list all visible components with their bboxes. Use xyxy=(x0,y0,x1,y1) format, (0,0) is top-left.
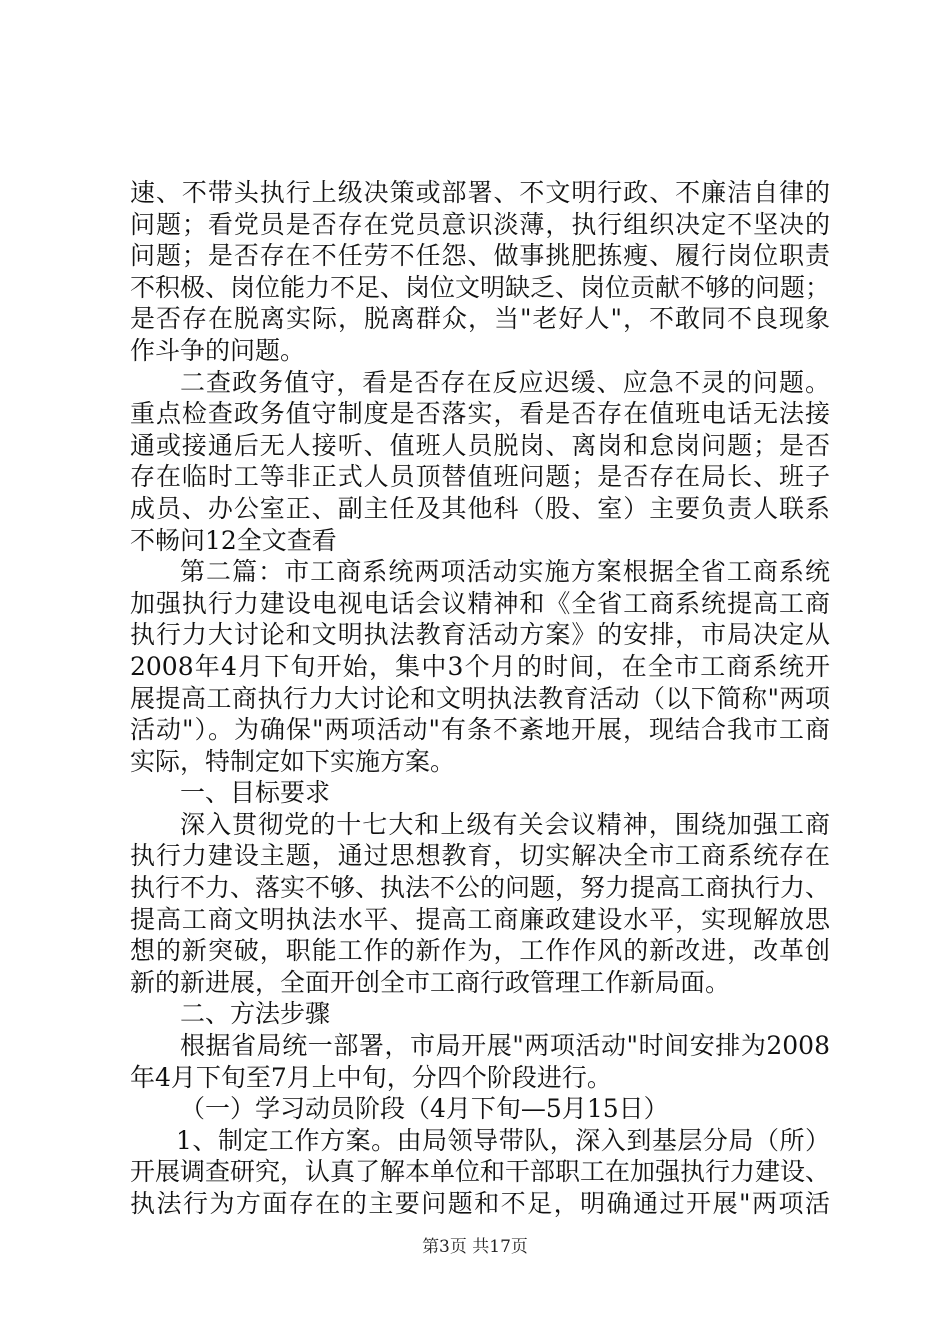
text-line: 新的新进展，全面开创全市工商行政管理工作新局面。 xyxy=(130,967,731,997)
text-line: 重点检查政务值守制度是否落实，看是否存在值班电话无法接 xyxy=(130,399,830,429)
text-line: 不积极、岗位能力不足、岗位文明缺乏、岗位贡献不够的问题； xyxy=(130,272,831,302)
text-line: 成员、办公室正、副主任及其他科（股、室）主要负责人联系 xyxy=(130,493,830,523)
text-line: 存在临时工等非正式人员顶替值班问题；是否存在局长、班子 xyxy=(130,462,830,492)
paragraph-start-line: 1、制定工作方案。由局领导带队，深入到基层分局（所） xyxy=(176,1125,830,1155)
text-line: 活动"）。为确保"两项活动"有条不紊地开展，现结合我市工商 xyxy=(130,715,830,745)
text-line: 执行不力、落实不够、执法不公的问题，努力提高工商执行力、 xyxy=(130,873,831,903)
text-line: 不畅问12全文查看 xyxy=(130,525,337,555)
paragraph-start-line: 深入贯彻党的十七大和上级有关会议精神，围绕加强工商 xyxy=(180,809,830,839)
text-line: 加强执行力建设电视电话会议精神和《全省工商系统提高工商 xyxy=(130,588,830,618)
document-body xyxy=(130,177,830,1220)
paragraph-start-line: 根据省局统一部署，市局开展"两项活动"时间安排为2008 xyxy=(180,1031,830,1061)
text-line: 年4月下旬至7月上中旬，分四个阶段进行。 xyxy=(130,1062,612,1092)
paragraph-start-line: 第二篇：市工商系统两项活动实施方案根据全省工商系统 xyxy=(180,557,830,587)
text-line: 执行力建设主题，通过思想教育，切实解决全市工商系统存在 xyxy=(130,841,830,871)
section-heading: 一、目标要求 xyxy=(180,778,331,808)
text-line: 开展调查研究，认真了解本单位和干部职工在加强执行力建设、 xyxy=(130,1157,831,1187)
text-line: 实际，特制定如下实施方案。 xyxy=(130,746,456,776)
text-line: 2008年4月下旬开始，集中3个月的时间，在全市工商系统开 xyxy=(130,651,830,681)
text-line: 是否存在脱离实际，脱离群众，当"老好人"，不敢同不良现象 xyxy=(130,304,830,334)
paragraph-start-line: 二查政务值守，看是否存在反应迟缓、应急不灵的问题。 xyxy=(180,367,830,397)
text-line: 通或接通后无人接听、值班人员脱岗、离岗和怠岗问题；是否 xyxy=(130,430,830,460)
text-line: 执法行为方面存在的主要问题和不足，明确通过开展"两项活 xyxy=(130,1189,830,1218)
text-line: 提高工商文明执法水平、提高工商廉政建设水平，实现解放思 xyxy=(130,904,830,934)
text-line: 作斗争的问题。 xyxy=(130,335,306,365)
section-heading: 二、方法步骤 xyxy=(180,999,331,1029)
text-line: 问题；看党员是否存在党员意识淡薄，执行组织决定不坚决的 xyxy=(130,209,830,239)
subsection-heading: （一）学习动员阶段（4月下旬—5月15日） xyxy=(180,1094,669,1124)
page-number-footer: 第3页 共17页 xyxy=(422,1237,528,1257)
text-line: 执行力大讨论和文明执法教育活动方案》的安排，市局决定从 xyxy=(130,620,830,650)
text-line: 速、不带头执行上级决策或部署、不文明行政、不廉洁自律的 xyxy=(130,178,830,207)
text-line: 展提高工商执行力大讨论和文明执法教育活动（以下简称"两项 xyxy=(130,683,830,713)
text-line: 想的新突破，职能工作的新作为，工作作风的新改进，改革创 xyxy=(130,936,830,966)
text-line: 问题；是否存在不任劳不任怨、做事挑肥拣瘦、履行岗位职责 xyxy=(130,241,830,271)
